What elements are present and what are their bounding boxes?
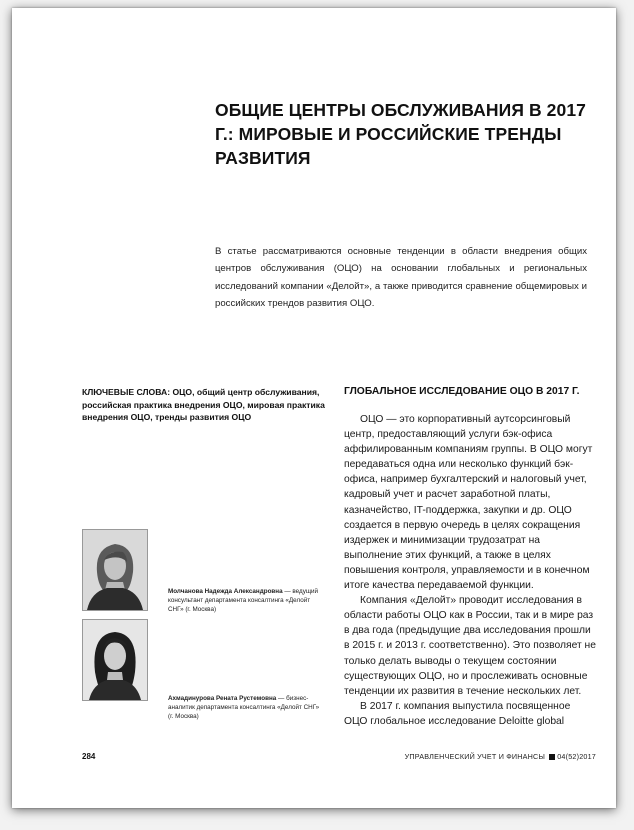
journal-issue: 04(52)2017 [557, 752, 596, 761]
square-icon [549, 754, 555, 760]
author-info [168, 587, 320, 614]
paragraph: ОЦО — это корпоративный аутсорсинговый центр, предоставляющий услуги бэк-офиса аффилированным компаниям группы. В ОЦО могут передаваться одна или несколько функций бэк-офиса, например бухгалтерский и налоговый учет, кадровый учет и расчет заработной платы, казначейство, IT-поддержка, закупки и др. ОЦО создается в первую очередь в целях сокращения издержек и минимизации трудозатрат на выполнение этих функций, а также в целях повышения контроля, управляемости и в конечном итоге качества передаваемой функции. [344, 414, 593, 592]
paragraph: Компания «Делойт» проводит исследования в области работы ОЦО как в России, так и в мире раз в два года (предыдущие два исследования прошли в 2015 г. и 2013 г. соответственно). Это позволяет не только делать выводы о текущем состоянии существующих ОЦО, но и прослеживать основные тенденции их развития в течение нескольких лет. [344, 595, 596, 697]
section-heading: ГЛОБАЛЬНОЕ ИССЛЕДОВАНИЕ ОЦО В 2017 Г. [344, 386, 580, 397]
author-photo [82, 619, 148, 701]
abstract-text: В статье рассматриваются основные тенденции в области внедрения общих центров обслуживания (ОЦО) на основании глобальных и региональных исследований компании «Делойт», а также приводится сравнение общемировых и российских трендов развития ОЦО. [215, 246, 587, 310]
author-role: — бизнес-аналитик департамента консалтинга «Делойт СНГ» (г. Москва) [168, 695, 320, 720]
author-info [168, 694, 320, 721]
page-number: 284 [82, 752, 96, 761]
body-text [344, 412, 596, 729]
journal-footer [405, 752, 596, 761]
author-photo [82, 529, 148, 611]
journal-page [12, 8, 616, 808]
author-role: — ведущий консультант департамента консалтинга «Делойт СНГ» (г. Москва) [168, 588, 319, 613]
paragraph: В 2017 г. компания выпустила посвященное ОЦО глобальное исследование Deloitte global [344, 700, 571, 727]
author-name: Ахмадинурова Рената Рустемовна [168, 695, 277, 702]
article-abstract [215, 243, 587, 313]
article-title: ОБЩИЕ ЦЕНТРЫ ОБСЛУЖИВАНИЯ В 2017 Г.: МИРОВЫЕ И РОССИЙСКИЕ ТРЕНДЫ РАЗВИТИЯ [215, 100, 586, 168]
keywords: КЛЮЧЕВЫЕ СЛОВА: ОЦО, общий центр обслуживания, российская практика внедрения ОЦО, мировая практика внедрения ОЦО, тренды развития ОЦО [82, 387, 325, 423]
author-name: Молчанова Надежда Александровна [168, 588, 283, 595]
journal-name: УПРАВЛЕНЧЕСКИЙ УЧЕТ И ФИНАНСЫ [404, 752, 546, 761]
